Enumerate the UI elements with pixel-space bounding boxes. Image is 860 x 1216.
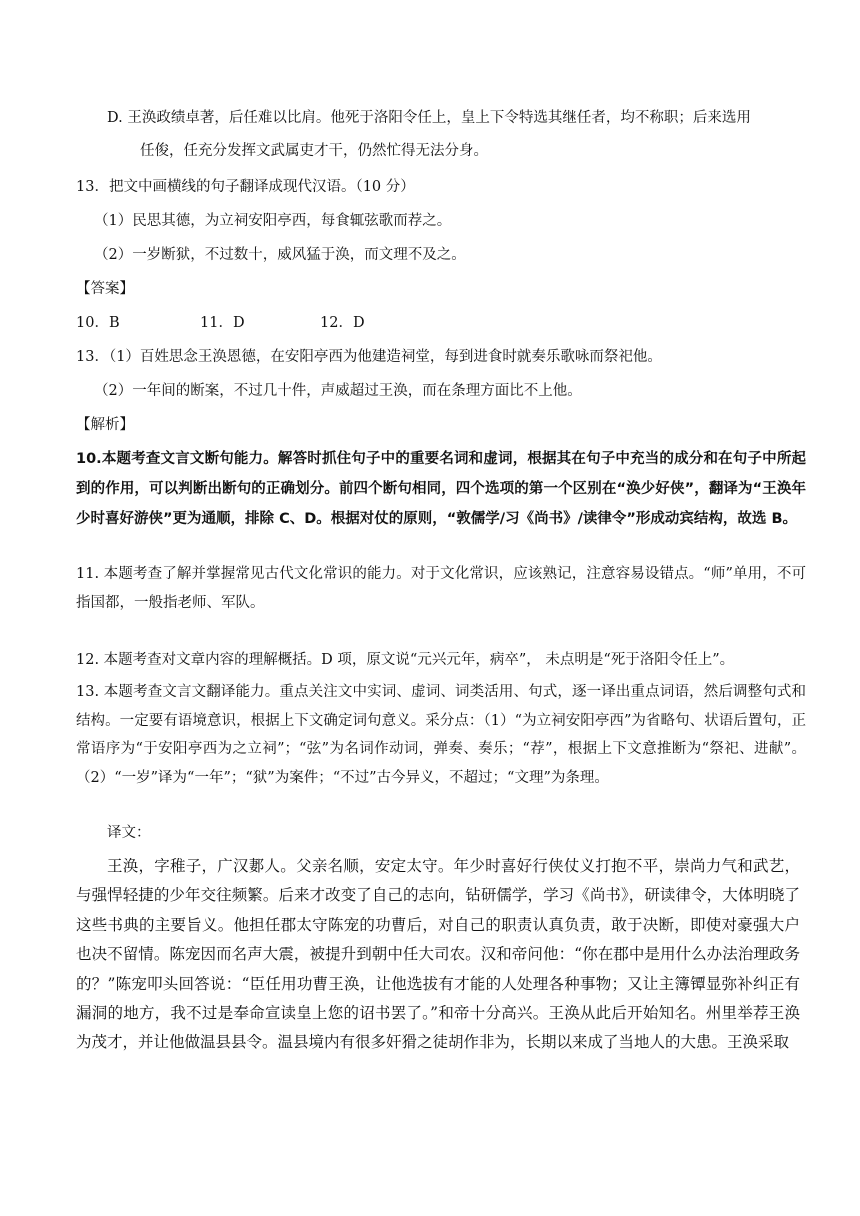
answer-11: 11．D (200, 315, 245, 331)
answer-10: 10．B (76, 315, 120, 331)
option-d-line-2: 任俊，任充分发挥文武属吏才干，仍然忙得无法分身。 (140, 143, 488, 159)
analysis-11: 11. 本题考查了解并掌握常见古代文化常识的能力。对于文化常识，应该熟记，注意容易设错点。“师”单用，不可指国都，一般指老师、军队。 (76, 566, 806, 611)
analysis-12: 12. 本题考查对文章内容的理解概括。D 项，原文说“元兴元年，病卒”， 未点明是“死于洛阳令任上”。 (76, 652, 735, 668)
translation-label: 译文： (107, 825, 151, 841)
analysis-label: 【解析】 (76, 417, 134, 433)
answer-label: 【答案】 (76, 281, 134, 297)
question-13-sentence-1: （1）民思其德，为立祠安阳亭西，每食辄弦歌而荐之。 (94, 213, 452, 229)
question-13-sentence-2: （2）一岁断狱，不过数十，威风猛于涣，而文理不及之。 (94, 247, 466, 263)
answer-13-part-2: （2）一年间的断案，不过几十件，声威超过王涣，而在条理方面比不上他。 (94, 383, 582, 399)
answer-12: 12．D (320, 315, 365, 331)
question-13-title: 13．把文中画横线的句子翻译成现代汉语。（10 分） (76, 179, 415, 195)
answer-13-part-1: 13．（1）百姓思念王涣恩德，在安阳亭西为他建造祠堂，每到进食时就奏乐歌咏而祭祀他。 (76, 349, 662, 365)
translation-text: 王涣，字稚子，广汉郪人。父亲名顺，安定太守。年少时喜好行侠仗义打抱不平，崇尚力气和武艺，与强悍轻捷的少年交往频繁。后来才改变了自己的志向，钻研儒学，学习《尚书》，研读律令，大体明晓了这些书典的主要旨义。他担任郡太守陈宠的功曹后，对自己的职责认真负责，敢于决断，即使对豪强大户也决不留情。陈宠因而名声大震，被提升到朝中任大司农。汉和帝问他：“你在郡中是用什么办法治理政务的？”陈宠叩头回答说：“臣任用功曹王涣，让他选拔有才能的人处理各种事物；又让主簿镡显弥补纠正有漏洞的地方，我不过是奉命宣读皇上您的诏书罢了。”和帝十分高兴。王涣从此后开始知名。州里举荐王涣为茂才，并让他做温县县令。温县境内有很多奸猾之徒胡作非为，长期以来成了当地人的大患。王涣采取 (76, 857, 800, 1052)
option-d-line-1: D. 王涣政绩卓著，后任难以比肩。他死于洛阳令任上，皇上下令特选其继任者，均不称职；后来选用 (107, 110, 751, 126)
analysis-13: 13. 本题考查文言文翻译能力。重点关注文中实词、虚词、词类活用、句式，逐一译出重点词语，然后调整句式和结构。一定要有语境意识，根据上下文确定词句意义。采分点：（1）“为立祠安阳亭西”为省略句、状语后置句，正常语序为“于安阳亭西为之立祠”；“弦”为名词作动词，弹奏、奏乐；“荐”，根据上下文意推断为“祭祀、进献”。（2）“一岁”译为“一年”；“狱”为案件；“不过”古今异义，不超过；“文理”为条理。 (76, 684, 806, 786)
analysis-10: 10.本题考查文言文断句能力。解答时抓住句子中的重要名词和虚词，根据其在句子中充当的成分和在句子中所起到的作用，可以判断出断句的正确划分。前四个断句相同，四个选项的第一个区别在“涣少好侠”，翻译为“王涣年少时喜好游侠”更为通顺，排除 C、D。根据对仗的原则，“敦儒学/习《尚书》/读律令”形成动宾结构，故选 B。 (76, 451, 806, 527)
